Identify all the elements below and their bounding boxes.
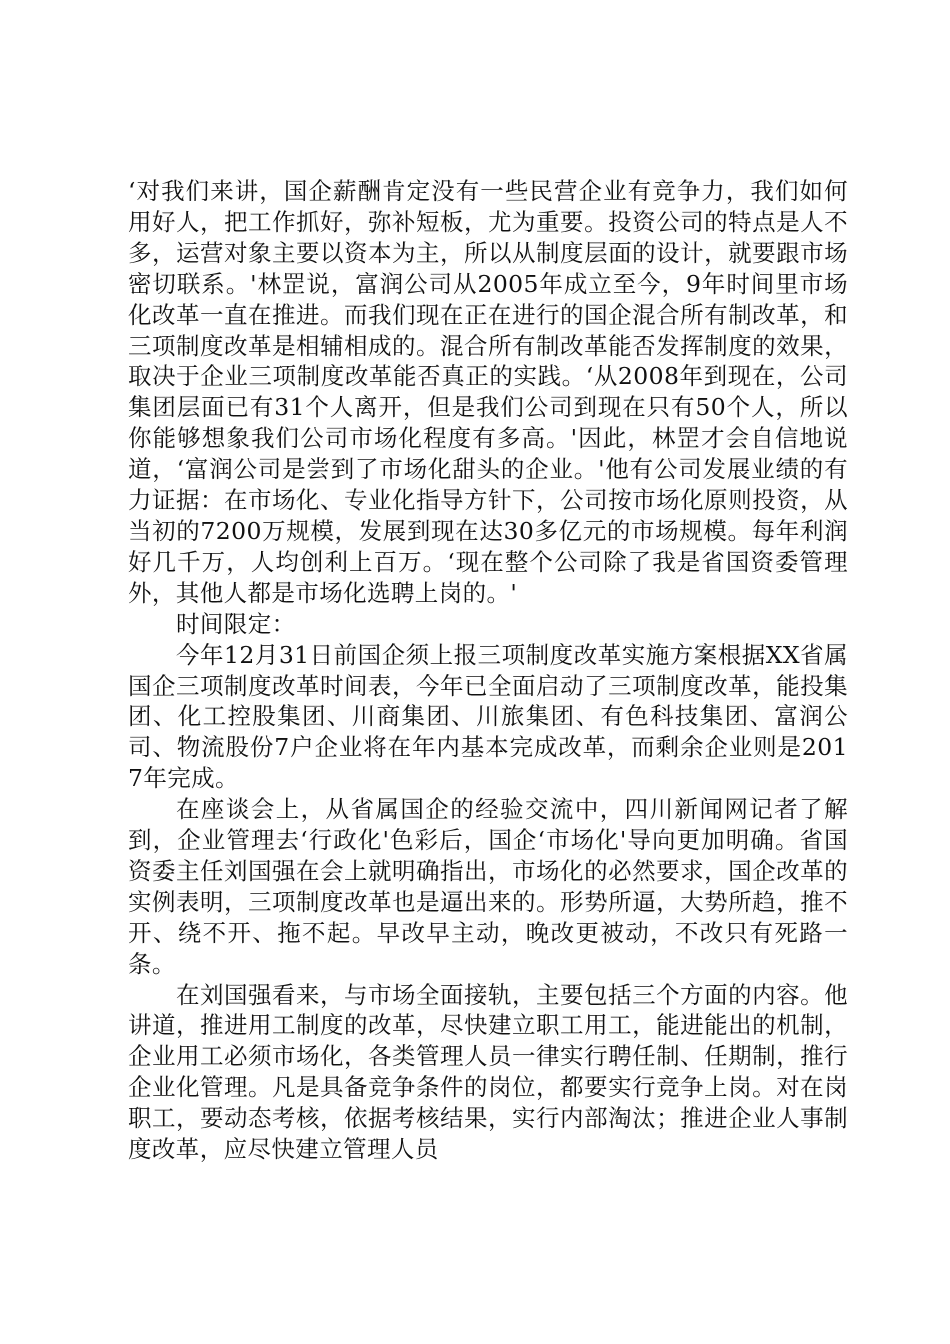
paragraph-three-aspects: 在刘国强看来，与市场全面接轨，主要包括三个方面的内容。他讲道，推进用工制度的改革，尽快建立职工用工，能进能出的机制，企业用工必须市场化，各类管理人员一律实行聘任制、任期制，推行企业化管理。凡是具备竞争条件的岗位，都要实行竞争上岗。对在岗职工，要动态考核，依据考核结果，实行内部淘汰；推进企业人事制度改革，应尽快建立管理人员 [128, 980, 848, 1164]
body-text [128, 176, 848, 1165]
paragraph-reform-schedule: 今年12月31日前国企须上报三项制度改革实施方案根据XX省属国企三项制度改革时间表，今年已全面启动了三项制度改革，能投集团、化工控股集团、川商集团、川旅集团、有色科技集团、富润公司、物流股份7户企业将在年内基本完成改革，而剩余企业则是2017年完成。 [128, 640, 848, 793]
paragraph-time-limit-heading: 时间限定： [176, 609, 296, 638]
paragraph-symposium: 在座谈会上，从省属国企的经验交流中，四川新闻网记者了解到，企业管理去‘行政化'色彩后，国企‘市场化'导向更加明确。省国资委主任刘国强在会上就明确指出，市场化的必然要求，国企改革的实例表明，三项制度改革也是逼出来的。形势所逼，大势所趋，推不开、绕不开、拖不起。早改早主动，晚改更被动，不改只有死路一条。 [128, 795, 848, 978]
paragraph-quote-linkang: ‘对我们来讲，国企薪酬肯定没有一些民营企业有竞争力，我们如何用好人，把工作抓好，弥补短板，尤为重要。投资公司的特点是人不多，运营对象主要以资本为主，所以从制度层面的设计，就要跟市场密切联系。'林罡说，富润公司从2005年成立至今，9年时间里市场化改革一直在推进。而我们现在正在进行的国企混合所有制改革，和三项制度改革是相辅相成的。混合所有制改革能否发挥制度的效果，取决于企业三项制度改革能否真正的实践。‘从2008年到现在，公司集团层面已有31个人离开，但是我们公司到现在只有50个人，所以你能够想象我们公司市场化程度有多高。'因此，林罡才会自信地说道，‘富润公司是尝到了市场化甜头的企业。'他有公司发展业绩的有力证据：在市场化、专业化指导方针下，公司按市场化原则投资，从当初的7200万规模，发展到现在达30多亿元的市场规模。每年利润好几千万，人均创利上百万。‘现在整个公司除了我是省国资委管理外，其他人都是市场化选聘上岗的。' [128, 177, 848, 607]
